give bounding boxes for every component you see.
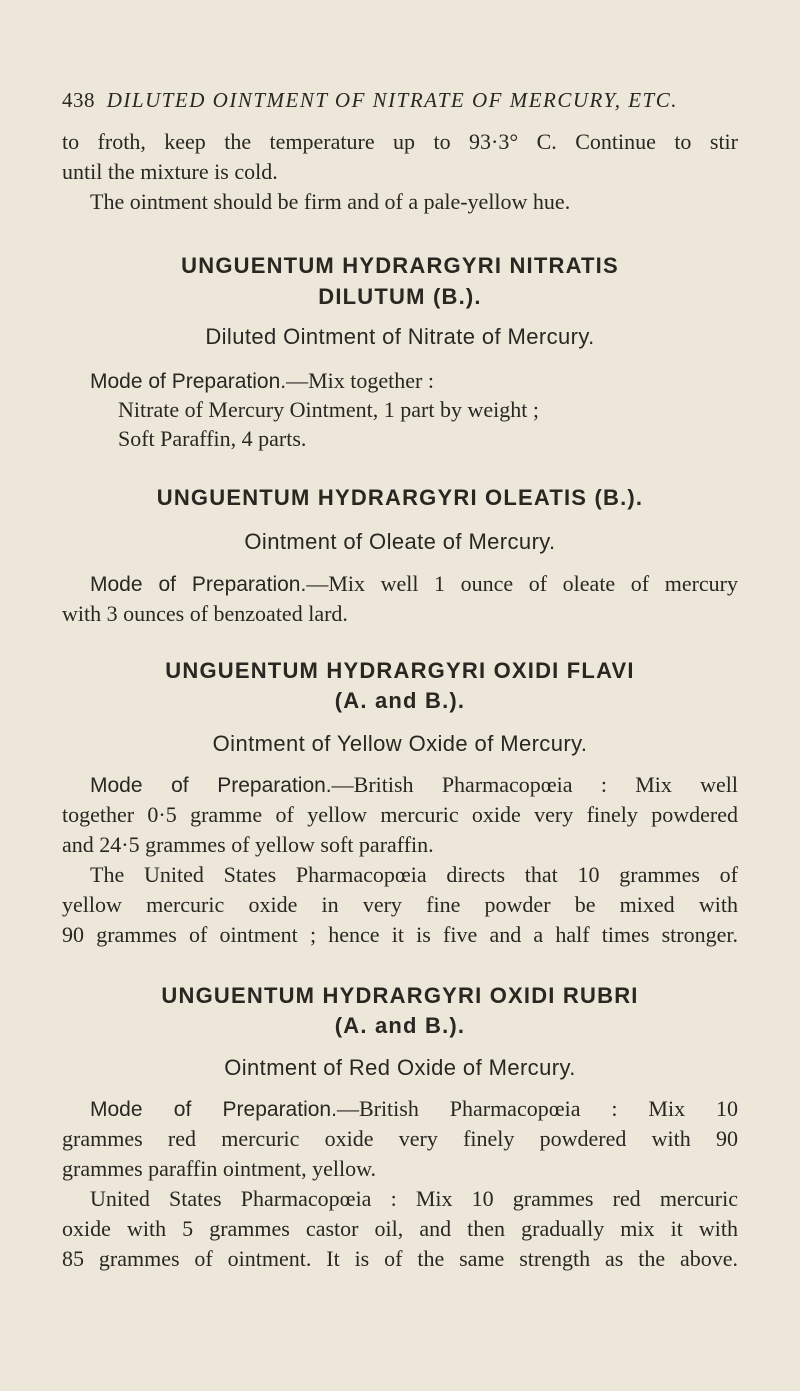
mode-label: Mode of Preparation.	[90, 370, 287, 393]
section-subheading: Diluted Ointment of Nitrate of Mercury.	[205, 324, 595, 349]
text-line: 85 grammes of ointment. It is of the same strength as the above.	[62, 1246, 738, 1271]
text-line: Soft Paraffin, 4 parts.	[118, 426, 307, 451]
text-line: Nitrate of Mercury Ointment, 1 part by weight ;	[118, 397, 539, 422]
text-line: with 3 ounces of benzoated lard.	[62, 601, 348, 626]
mode-label: Mode of Preparation.	[90, 573, 307, 596]
text-line: yellow mercuric oxide in very fine powder be mixed with	[62, 892, 738, 917]
text-line	[90, 367, 434, 396]
text-line: grammes paraffin ointment, yellow.	[62, 1156, 377, 1181]
text-run: —British Pharmacopœia : Mix 10	[336, 1096, 738, 1121]
text-line	[90, 771, 738, 800]
section-heading: UNGUENTUM HYDRARGYRI OLEATIS (B.).	[156, 485, 644, 510]
text-line: The ointment should be firm and of a pale-yellow hue.	[90, 189, 571, 214]
text-run: —Mix well 1 ounce of oleate of mercury	[306, 571, 739, 596]
section-subheading: Ointment of Oleate of Mercury.	[244, 529, 556, 554]
text-run: —British Pharmacopœia : Mix well	[331, 772, 739, 797]
mode-label: Mode of Preparation.	[90, 774, 332, 797]
text-line: The United States Pharmacopœia directs that 10 grammes of	[90, 862, 738, 887]
page-number: 438	[62, 88, 95, 112]
running-title: DILUTED OINTMENT OF NITRATE OF MERCURY, ETC.	[106, 88, 678, 112]
running-header	[62, 88, 678, 113]
section-heading: UNGUENTUM HYDRARGYRI OXIDI RUBRI	[161, 983, 639, 1008]
text-line: grammes red mercuric oxide very finely powdered with 90	[62, 1126, 738, 1151]
text-line: to froth, keep the temperature up to 93·3° C. Continue to stir	[62, 129, 738, 154]
text-line: until the mixture is cold.	[62, 159, 278, 184]
section-subheading: Ointment of Yellow Oxide of Mercury.	[212, 731, 588, 756]
text-line: oxide with 5 grammes castor oil, and then gradually mix it with	[62, 1216, 738, 1241]
text-line	[90, 1095, 738, 1124]
section-heading: UNGUENTUM HYDRARGYRI OXIDI FLAVI	[165, 658, 635, 683]
mode-label: Mode of Preparation.	[90, 1098, 337, 1121]
text-line: and 24·5 grammes of yellow soft paraffin.	[62, 832, 434, 857]
section-heading: (A. and B.).	[334, 688, 466, 713]
text-line: United States Pharmacopœia : Mix 10 grammes red mercuric	[90, 1186, 738, 1211]
section-heading: UNGUENTUM HYDRARGYRI NITRATIS	[181, 253, 619, 278]
text-line: together 0·5 gramme of yellow mercuric oxide very finely powdered	[62, 802, 738, 827]
section-subheading: Ointment of Red Oxide of Mercury.	[224, 1055, 576, 1080]
section-heading: (A. and B.).	[334, 1013, 466, 1038]
text-line: 90 grammes of ointment ; hence it is five and a half times stronger.	[62, 922, 738, 947]
section-heading: DILUTUM (B.).	[318, 284, 482, 309]
text-line	[90, 570, 738, 599]
text-run: —Mix together :	[286, 368, 434, 393]
